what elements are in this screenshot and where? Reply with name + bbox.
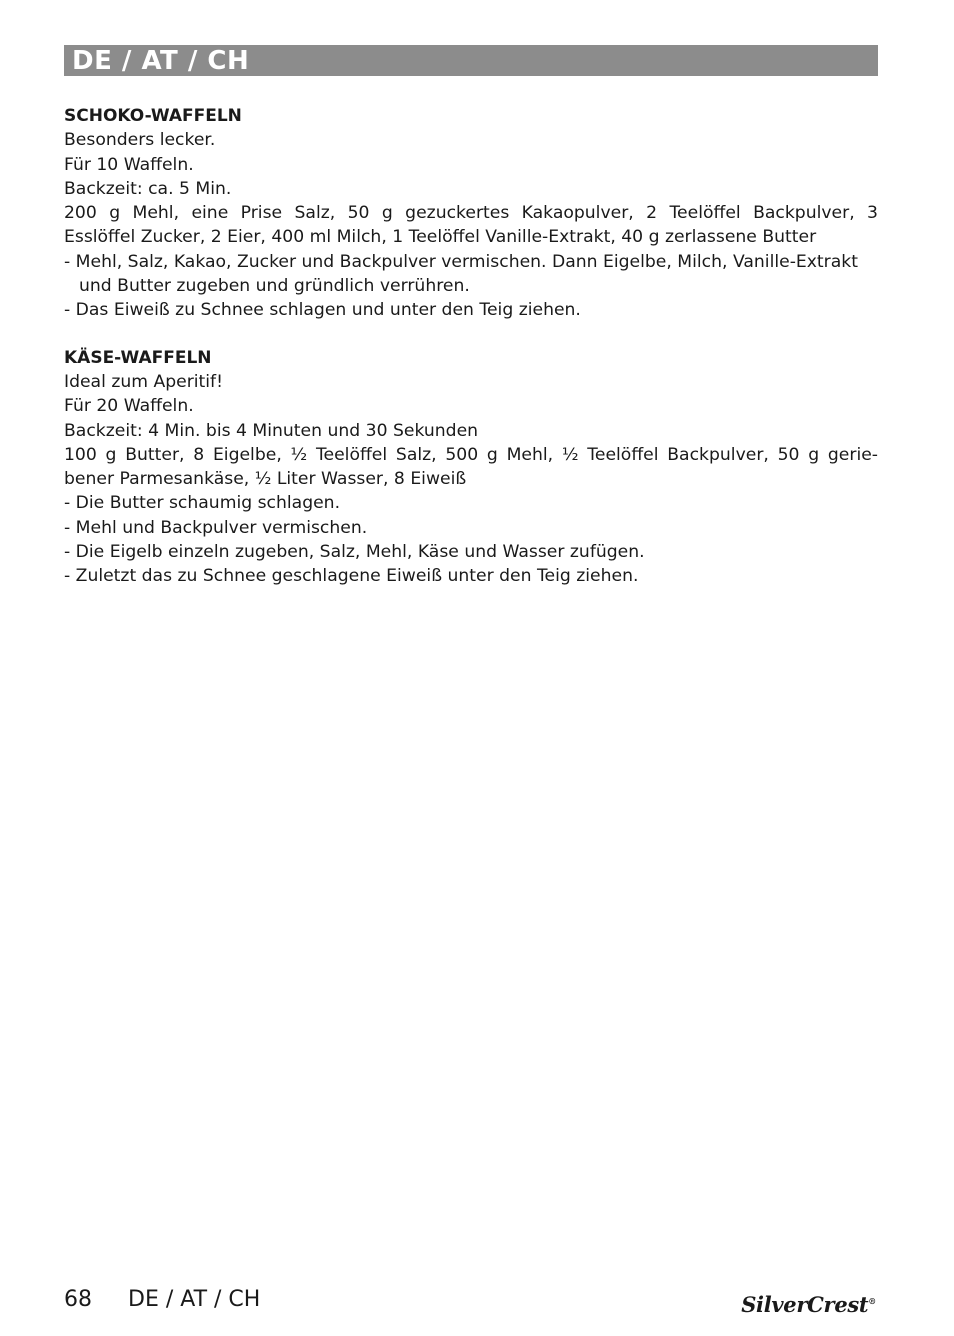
brand-name: SilverCrest <box>741 1292 869 1317</box>
recipe-step: - Das Eiweiß zu Schnee schlagen und unter den Teig ziehen. <box>64 300 581 321</box>
recipe-schoko <box>64 104 878 323</box>
recipe-content <box>64 104 878 589</box>
recipe-step: - Die Eigelb einzeln zugeben, Salz, Mehl, Käse und Wasser zufügen. <box>64 542 645 563</box>
recipe-ingredients: bener Parmesankäse, ½ Liter Wasser, 8 Eiweiß <box>64 469 467 490</box>
page-number: 68 <box>64 1287 92 1312</box>
brand-mark: ® <box>868 1296 876 1306</box>
recipe-title: KÄSE-WAFFELN <box>64 347 212 368</box>
recipe-step: - Zuletzt das zu Schnee geschlagene Eiweiß unter den Teig ziehen. <box>64 566 639 587</box>
recipe-tagline: Ideal zum Aperitif! <box>64 371 223 392</box>
brand-logo <box>741 1287 876 1319</box>
recipe-time: Backzeit: ca. 5 Min. <box>64 178 232 199</box>
recipe-step: - Mehl und Backpulver vermischen. <box>64 517 368 538</box>
recipe-kaese <box>64 346 878 589</box>
recipe-ingredients: Esslöffel Zucker, 2 Eier, 400 ml Milch, 1 Teelöffel Vanille-Extrakt, 40 g zerlassene Butter <box>64 227 817 248</box>
recipe-ingredients: 100 g Butter, 8 Eigelbe, ½ Teelöffel Salz, 500 g Mehl, ½ Teelöffel Backpulver, 50 g gerie- <box>64 444 878 465</box>
recipe-yield: Für 20 Waffeln. <box>64 396 194 417</box>
recipe-time: Backzeit: 4 Min. bis 4 Minuten und 30 Sekunden <box>64 420 479 441</box>
header-bar <box>64 45 878 76</box>
page-title: DE / AT / CH <box>72 46 250 76</box>
recipe-step: - Die Butter schaumig schlagen. <box>64 493 341 514</box>
recipe-yield: Für 10 Waffeln. <box>64 154 194 175</box>
recipe-step: - Mehl, Salz, Kakao, Zucker und Backpulver vermischen. Dann Eigelbe, Milch, Vanille-Extrakt und Butter zugeben und gründlich verrühren. <box>64 251 858 297</box>
footer-region: DE / AT / CH <box>128 1287 261 1312</box>
recipe-tagline: Besonders lecker. <box>64 130 216 151</box>
recipe-title: SCHOKO-WAFFELN <box>64 106 242 126</box>
page-footer <box>64 1285 260 1315</box>
recipe-ingredients: 200 g Mehl, eine Prise Salz, 50 g gezuckertes Kakaopulver, 2 Teelöffel Backpulver, 3 <box>64 203 878 224</box>
